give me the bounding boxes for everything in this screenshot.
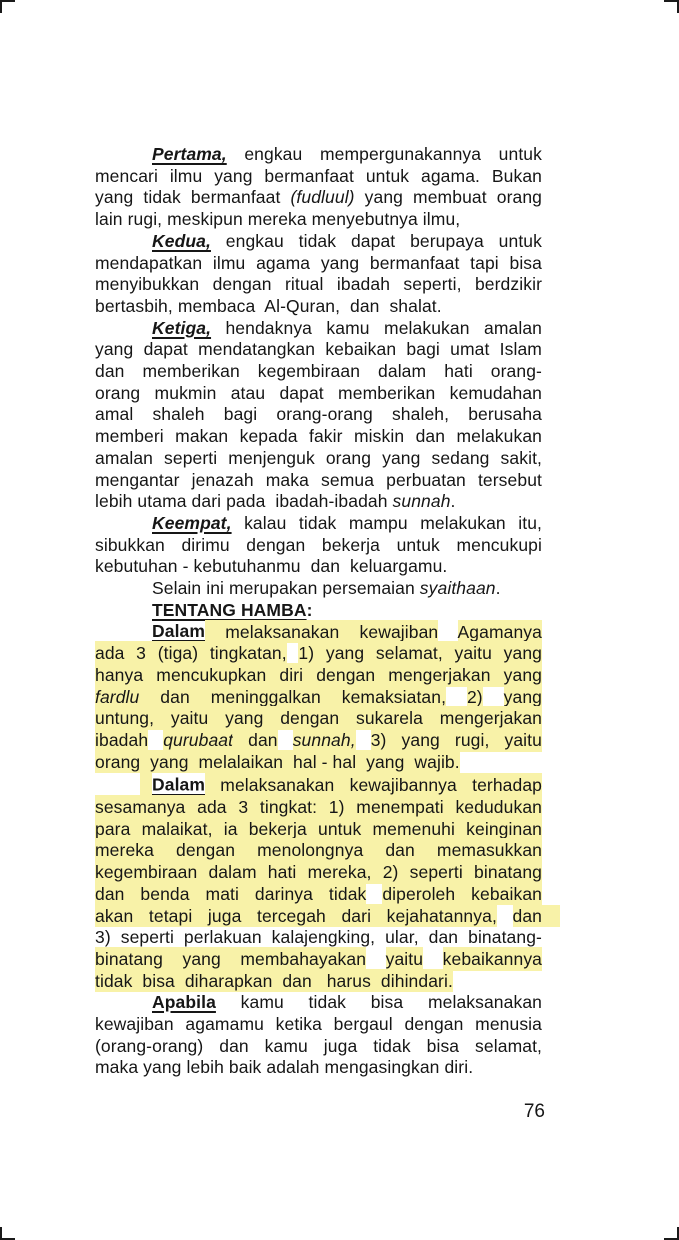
text-segment: kebaikannya <box>442 948 543 969</box>
text-line <box>95 708 542 730</box>
text-segment: sibukkan dirimu dengan bekerja untuk mencukupi <box>95 534 542 555</box>
text-segment: lebih utama dari pada ibadah-ibadah <box>95 491 393 512</box>
text-segment: melaksanakan kewajibannya terhadap <box>205 775 542 796</box>
spacer <box>95 159 152 160</box>
text-segment: melaksanakan kewajiban <box>205 621 439 642</box>
text-segment: orang yang melalaikan hal - hal yang wajib. <box>95 751 460 772</box>
spacer <box>95 615 152 616</box>
text-line <box>95 318 542 340</box>
text-line <box>95 818 542 840</box>
text-segment: Ketiga, <box>152 317 212 338</box>
text-segment: hendaknya kamu melakukan amalan <box>211 317 542 338</box>
text-segment <box>278 730 293 750</box>
text-segment <box>438 621 457 641</box>
text-segment: 3) seperti perlakuan kalajengking, ular, dan binatang- <box>95 927 542 947</box>
crop-mark-top-left <box>0 0 15 13</box>
text-line <box>95 927 542 949</box>
crop-mark-top-right <box>664 0 679 13</box>
text-segment: bertasbih, membaca Al-Quran, dan shalat. <box>95 295 442 316</box>
text-segment: memberi makan kepada fakir miskin dan melakukan <box>95 426 542 447</box>
text-line <box>95 752 542 774</box>
text-line <box>95 1057 542 1079</box>
text-segment: mengantar jenazah maka semua perbuatan tersebut <box>95 469 542 490</box>
text-segment: TENTANG HAMBA <box>152 599 307 620</box>
text-line <box>95 970 542 992</box>
text-segment: 1) yang selamat, yaitu yang <box>298 643 542 664</box>
spacer <box>95 333 152 334</box>
text-line <box>95 1036 542 1058</box>
page-number: 76 <box>523 1101 545 1122</box>
text-segment: amalan seperti menjenguk orang yang sedang sakit, <box>95 447 542 468</box>
text-segment: yang membuat orang <box>354 187 542 208</box>
text-segment: lain rugi, meskipun mereka menyebutnya ilmu, <box>95 209 461 230</box>
text-line <box>95 730 542 752</box>
text-line <box>95 166 542 188</box>
text-segment: tidak bisa diharapkan dan harus dihindari. <box>95 970 453 991</box>
text-line <box>95 600 542 622</box>
text-segment: Dalam <box>152 775 206 796</box>
text-segment: syaithaan <box>419 578 496 599</box>
text-segment: sunnah, <box>292 729 356 750</box>
text-segment: yang <box>503 686 542 707</box>
text-segment: yaitu <box>385 948 424 969</box>
text-segment: hanya mencukupkan diri dengan mengerjakan yang <box>95 664 542 685</box>
text-segment <box>446 687 467 707</box>
spacer <box>95 246 152 247</box>
text-segment: engkau mempergunakannya untuk <box>226 144 542 164</box>
text-segment: dan <box>233 729 278 750</box>
text-segment: sesamanya ada 3 tingkat: 1) menempati kedudukan <box>95 796 542 817</box>
text-line <box>95 665 542 687</box>
text-line <box>95 862 542 884</box>
text-line <box>95 491 542 513</box>
text-segment: mereka dengan menolongnya dan memasukkan <box>95 840 542 861</box>
text-segment <box>366 884 382 904</box>
text-line <box>95 905 542 927</box>
text-segment <box>366 949 386 969</box>
text-segment: Dalam <box>152 621 206 642</box>
text-line <box>95 209 542 231</box>
text-line <box>95 840 542 862</box>
text-segment: (fudluul) <box>290 187 355 208</box>
text-segment: 2) <box>466 686 483 707</box>
text-segment: . <box>495 578 501 599</box>
text-segment: amal shaleh bagi orang-orang shaleh, berusaha <box>95 404 542 425</box>
text-segment: diperoleh kebaikan <box>382 883 543 904</box>
spacer <box>95 790 140 791</box>
spacer <box>95 1007 152 1008</box>
text-segment: untung, yaitu yang dengan sukarela mengerjakan <box>95 708 542 729</box>
text-line <box>95 253 542 275</box>
text-line <box>95 383 542 405</box>
text-segment <box>148 730 163 750</box>
text-segment: maka yang lebih baik adalah mengasingkan diri. <box>95 1057 474 1078</box>
text-segment <box>423 949 443 969</box>
text-line <box>95 426 542 448</box>
text-segment: kewajiban agamamu ketika bergaul dengan menusia <box>95 1013 542 1034</box>
text-segment: engkau tidak dapat berupaya untuk <box>210 230 542 251</box>
text-segment: kalau tidak mampu melakukan itu, <box>231 512 542 533</box>
text-line <box>95 773 542 796</box>
text-line <box>95 992 542 1014</box>
text-segment: dan benda mati darinya tidak <box>95 883 367 904</box>
spacer <box>95 528 152 529</box>
text-block <box>95 144 542 1079</box>
text-segment <box>483 687 504 707</box>
text-line <box>95 687 542 709</box>
text-line <box>95 578 542 600</box>
crop-mark-bottom-right <box>664 1227 679 1240</box>
text-line <box>95 339 542 361</box>
text-segment: Pertama, <box>152 144 227 164</box>
text-segment: kebutuhan - kebutuhanmu dan keluargamu. <box>95 556 448 577</box>
text-line <box>95 949 542 971</box>
text-line <box>95 187 542 209</box>
text-line <box>95 1014 542 1036</box>
text-segment: Selain ini merupakan persemaian <box>152 578 420 599</box>
text-segment: . <box>450 491 456 512</box>
text-line <box>95 274 542 296</box>
text-line <box>95 535 542 557</box>
text-segment: fardlu <box>95 686 140 707</box>
text-segment: Kedua, <box>152 230 211 251</box>
text-line <box>95 296 542 318</box>
spacer <box>95 593 152 594</box>
text-segment: binatang yang membahayakan <box>95 948 367 969</box>
text-segment: (orang-orang) dan kamu juga tidak bisa selamat, <box>95 1035 542 1056</box>
text-segment: Agamanya <box>457 621 542 642</box>
text-segment: Keempat, <box>152 512 232 533</box>
text-line <box>95 448 542 470</box>
text-segment: : <box>306 599 313 620</box>
text-segment: orang mukmin atau dapat memberikan kemudahan <box>95 382 542 403</box>
text-segment: 3) yang rugi, yaitu <box>370 729 542 750</box>
text-segment: dan <box>512 905 543 926</box>
text-line <box>95 556 542 578</box>
text-segment: ibadah <box>95 729 149 750</box>
text-segment <box>287 643 299 663</box>
text-segment: mencari ilmu yang bermanfaat untuk agama. Bukan <box>95 165 542 186</box>
text-segment: ada 3 (tiga) tingkatan, <box>95 643 287 664</box>
text-segment <box>356 730 371 750</box>
text-line <box>95 797 542 819</box>
text-line <box>95 884 542 906</box>
text-segment: dan memberikan kegembiraan dalam hati orang- <box>95 361 542 382</box>
text-segment: yang dapat mendatangkan kebaikan bagi umat Islam <box>95 339 542 360</box>
text-line <box>95 643 542 665</box>
spacer <box>95 636 152 637</box>
text-segment: qurubaat <box>163 729 234 750</box>
text-segment: kegembiraan dalam hati mereka, 2) seperti binatang <box>95 861 542 882</box>
text-segment: mendapatkan ilmu agama yang bermanfaat tapi bisa <box>95 252 542 273</box>
text-segment: yang tidak bermanfaat <box>95 187 291 208</box>
text-segment: dan meninggalkan kemaksiatan, <box>139 686 447 707</box>
text-line <box>95 361 542 383</box>
text-segment: kamu tidak bisa melaksanakan <box>215 992 542 1013</box>
text-line <box>95 404 542 426</box>
text-segment: akan tetapi juga tercegah dari kejahatannya, <box>95 905 497 926</box>
text-line <box>95 470 542 492</box>
text-line <box>95 513 542 535</box>
text-segment: Apabila <box>152 992 216 1013</box>
text-segment <box>497 905 513 925</box>
text-line <box>95 144 542 166</box>
text-segment: para malaikat, ia bekerja untuk memenuhi keinginan <box>95 818 542 839</box>
text-line <box>95 231 542 253</box>
text-segment: menyibukkan dengan ritual ibadah seperti, berdzikir <box>95 274 542 295</box>
crop-mark-bottom-left <box>0 1227 15 1240</box>
spacer <box>140 773 152 795</box>
text-segment: sunnah <box>392 491 451 512</box>
text-line <box>95 621 542 643</box>
